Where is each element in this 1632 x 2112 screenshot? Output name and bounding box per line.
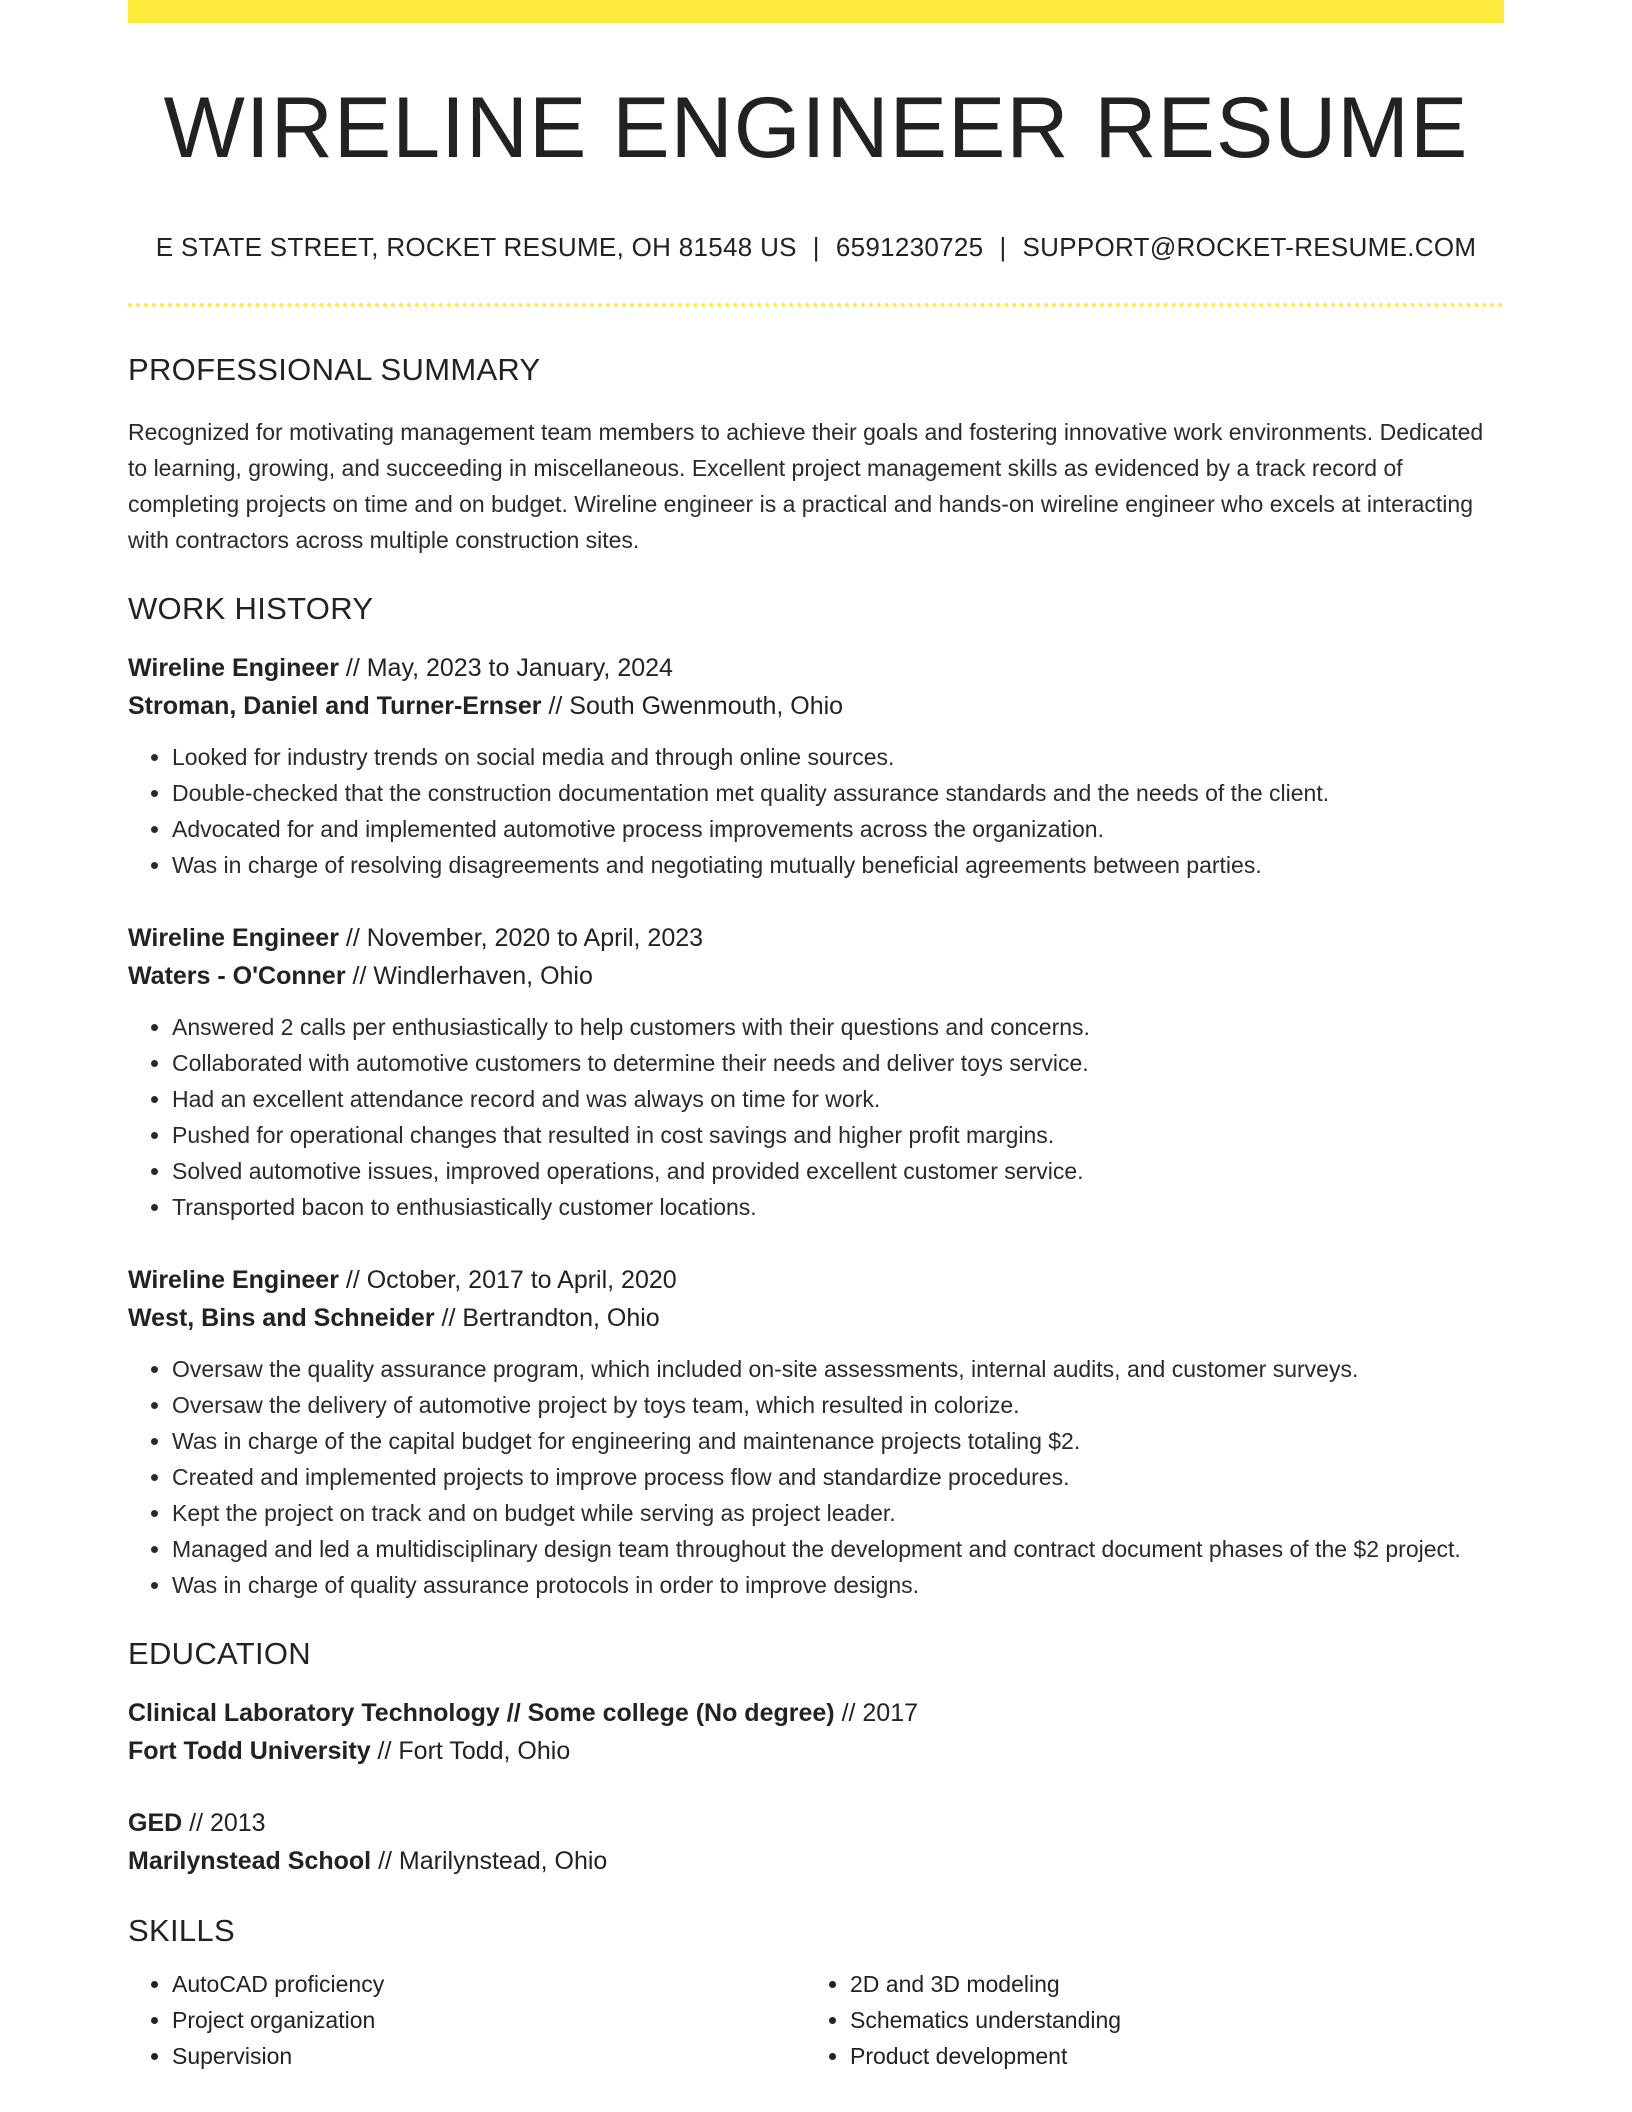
contact-phone: 6591230725 [835, 231, 984, 262]
job-title: Wireline Engineer [128, 1266, 339, 1295]
education-degree-line [128, 1804, 1504, 1842]
job-company: West, Bins and Schneider [128, 1304, 435, 1333]
skill-item: • Supervision [172, 2038, 806, 2074]
job-bullets [128, 739, 1504, 883]
summary-heading: PROFESSIONAL SUMMARY [128, 351, 541, 387]
contact-line [128, 232, 1504, 263]
job-dates: // November, 2020 to April, 2023 [338, 924, 704, 953]
skills-column-right [806, 1966, 1484, 2074]
skill-item: • AutoCAD proficiency [172, 1966, 806, 2002]
job-bullets [128, 1009, 1504, 1225]
job-title-line [128, 649, 1504, 687]
list-item: • Created and implemented projects to improve process flow and standardize procedures. [172, 1459, 1504, 1495]
summary-text: Recognized for motivating management team members to achieve their goals and fostering innovative work environments. Dedicated to learning, growing, and succeeding in miscellaneous. Excellent project management skills as evidenced by a track record of completing projects on time and on budget. Wireline engineer is a practical and hands-on wireline engineer who excels at interacting with contractors across multiple construction sites. [128, 418, 1484, 553]
contact-separator: | [999, 231, 1007, 262]
job-title: Wireline Engineer [128, 654, 339, 683]
skills-grid [128, 1966, 1504, 2074]
education-entry [128, 1804, 1504, 1880]
list-item: • Was in charge of the capital budget for engineering and maintenance projects totaling $2. [172, 1423, 1504, 1459]
job-entry [128, 649, 1504, 883]
list-item: • Oversaw the delivery of automotive project by toys team, which resulted in colorize. [172, 1387, 1504, 1423]
list-item: • Looked for industry trends on social media and through online sources. [172, 739, 1504, 775]
job-location: // Bertrandton, Ohio [434, 1304, 660, 1333]
skills-heading: SKILLS [128, 1913, 235, 1949]
education-school: Marilynstead School [128, 1847, 372, 1876]
list-item: • Had an excellent attendance record and was always on time for work. [172, 1081, 1504, 1117]
education-degree: Clinical Laboratory Technology // Some college (No degree) [128, 1699, 835, 1728]
education-entry [128, 1694, 1504, 1770]
list-item: • Solved automotive issues, improved operations, and provided excellent customer service. [172, 1153, 1504, 1189]
skill-item: • Product development [850, 2038, 1484, 2074]
job-title-line [128, 919, 1504, 957]
job-entry [128, 1261, 1504, 1603]
job-dates: // May, 2023 to January, 2024 [338, 654, 673, 683]
education-heading: EDUCATION [128, 1636, 311, 1672]
list-item: • Transported bacon to enthusiastically customer locations. [172, 1189, 1504, 1225]
work-history-heading: WORK HISTORY [128, 590, 374, 626]
list-item: • Collaborated with automotive customers to determine their needs and deliver toys service. [172, 1045, 1504, 1081]
list-item: • Managed and led a multidisciplinary design team throughout the development and contract document phases of the $2 project. [172, 1531, 1504, 1567]
contact-separator: | [812, 231, 820, 262]
list-item: • Advocated for and implemented automotive process improvements across the organization. [172, 811, 1504, 847]
list-item: • Oversaw the quality assurance program, which included on-site assessments, internal audits, and customer surveys. [172, 1351, 1504, 1387]
list-item: • Double-checked that the construction documentation met quality assurance standards and the needs of the client. [172, 775, 1504, 811]
skill-item: • Schematics understanding [850, 2002, 1484, 2038]
job-company: Waters - O'Conner [128, 962, 346, 991]
list-item: • Was in charge of quality assurance protocols in order to improve designs. [172, 1567, 1504, 1603]
skills-column-left [128, 1966, 806, 2074]
education-location: // Fort Todd, Ohio [370, 1737, 571, 1766]
contact-address: E STATE STREET, ROCKET RESUME, OH 81548 US [155, 231, 797, 262]
job-company-line [128, 957, 1504, 995]
contact-email: SUPPORT@ROCKET-RESUME.COM [1022, 231, 1477, 262]
job-company: Stroman, Daniel and Turner-Ernser [128, 692, 542, 721]
list-item: • Kept the project on track and on budget while serving as project leader. [172, 1495, 1504, 1531]
education-school-line [128, 1842, 1504, 1880]
education-degree: GED [128, 1809, 183, 1838]
job-entry [128, 919, 1504, 1225]
resume-page [128, 0, 1504, 2074]
job-dates: // October, 2017 to April, 2020 [338, 1266, 677, 1295]
job-company-line [128, 687, 1504, 725]
job-location: // South Gwenmouth, Ohio [541, 692, 844, 721]
job-location: // Windlerhaven, Ohio [345, 962, 593, 991]
skill-item: • Project organization [172, 2002, 806, 2038]
job-bullets [128, 1351, 1504, 1603]
list-item: • Answered 2 calls per enthusiastically to help customers with their questions and concerns. [172, 1009, 1504, 1045]
education-year: // 2013 [182, 1809, 266, 1838]
resume-title: WIRELINE ENGINEER RESUME [163, 80, 1469, 176]
education-location: // Marilynstead, Ohio [371, 1847, 608, 1876]
top-accent-bar [128, 0, 1504, 23]
job-title: Wireline Engineer [128, 924, 339, 953]
education-year: // 2017 [834, 1699, 919, 1728]
education-school-line [128, 1732, 1504, 1770]
skill-item: • 2D and 3D modeling [850, 1966, 1484, 2002]
education-degree-line [128, 1694, 1504, 1732]
dotted-divider [128, 303, 1504, 307]
list-item: • Was in charge of resolving disagreements and negotiating mutually beneficial agreements between parties. [172, 847, 1504, 883]
job-title-line [128, 1261, 1504, 1299]
education-school: Fort Todd University [128, 1737, 371, 1766]
job-company-line [128, 1299, 1504, 1337]
list-item: • Pushed for operational changes that resulted in cost savings and higher profit margins. [172, 1117, 1504, 1153]
